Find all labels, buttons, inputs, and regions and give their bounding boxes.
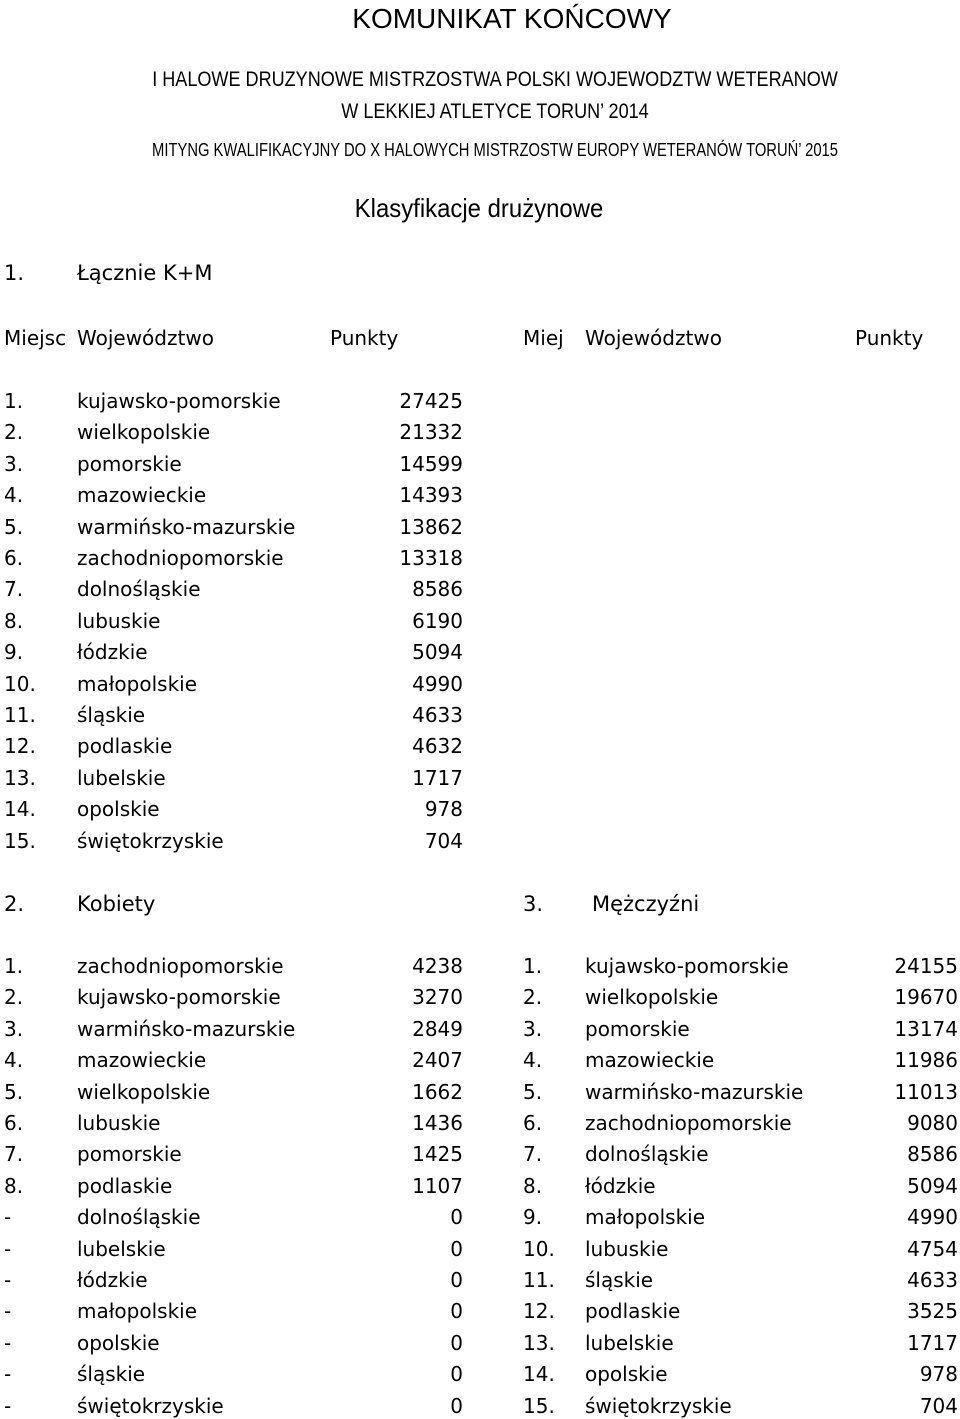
women-points: 4238 — [412, 954, 463, 978]
men-region: śląskie — [585, 1268, 654, 1292]
men-points: 11986 — [894, 1048, 958, 1073]
men-place: 14. — [523, 1362, 555, 1387]
men-region: podlaskie — [585, 1299, 681, 1324]
combined-region: warmińsko-mazurskie — [77, 514, 296, 539]
women-place: 2. — [4, 985, 24, 1010]
combined-region: zachodniopomorskie — [77, 546, 284, 570]
men-number: 3. — [523, 892, 544, 916]
header-points-right: Punkty — [855, 326, 924, 350]
women-points: 0 — [450, 1236, 463, 1261]
women-region: zachodniopomorskie — [77, 954, 284, 978]
qualifier-heading: MITYNG KWALIFIKACYJNY DO X HALOWYCH MISTRZOSTW EUROPY WETERANÓW TORUŃ’ 2015 — [152, 140, 838, 160]
men-place: 2. — [523, 985, 543, 1010]
combined-place: 11. — [4, 703, 36, 727]
women-place: 3. — [4, 1016, 24, 1041]
men-points: 24155 — [894, 954, 958, 978]
men-title: Mężczyźni — [592, 892, 700, 916]
combined-region: pomorskie — [77, 451, 182, 476]
combined-region: świętokrzyskie — [77, 828, 224, 853]
combined-region: lubelskie — [77, 765, 166, 790]
combined-place: 13. — [4, 765, 36, 790]
women-region: podlaskie — [77, 1173, 173, 1198]
men-place: 9. — [523, 1205, 543, 1230]
men-place: 11. — [523, 1268, 555, 1292]
men-region: kujawsko-pomorskie — [585, 954, 789, 978]
combined-title: Łącznie K+M — [77, 261, 213, 285]
combined-region: małopolskie — [77, 671, 198, 696]
combined-points: 8586 — [412, 577, 463, 602]
women-place: - — [4, 1205, 12, 1230]
women-place: 6. — [4, 1111, 24, 1135]
combined-region: śląskie — [77, 703, 146, 727]
men-points: 11013 — [894, 1079, 958, 1104]
women-place: 5. — [4, 1079, 24, 1104]
men-place: 5. — [523, 1079, 543, 1104]
men-region: łódzkie — [585, 1173, 656, 1198]
women-region: małopolskie — [77, 1299, 198, 1324]
women-place: - — [4, 1236, 12, 1261]
men-place: 12. — [523, 1299, 555, 1324]
combined-points: 4633 — [412, 703, 463, 727]
women-place: 1. — [4, 954, 24, 978]
women-region: mazowieckie — [77, 1048, 207, 1073]
women-points: 3270 — [412, 985, 463, 1010]
women-place: - — [4, 1299, 12, 1324]
men-place: 10. — [523, 1236, 555, 1261]
combined-points: 14599 — [399, 451, 463, 476]
women-region: wielkopolskie — [77, 1079, 211, 1104]
women-place: - — [4, 1330, 12, 1355]
men-place: 6. — [523, 1111, 543, 1135]
men-points: 13174 — [894, 1016, 958, 1041]
women-place: 7. — [4, 1142, 24, 1167]
men-region: wielkopolskie — [585, 985, 719, 1010]
women-region: świętokrzyskie — [77, 1393, 224, 1418]
combined-place: 7. — [4, 577, 24, 602]
combined-place: 14. — [4, 797, 36, 822]
combined-points: 27425 — [399, 389, 463, 413]
women-points: 1107 — [412, 1173, 463, 1198]
combined-points: 13862 — [399, 514, 463, 539]
men-region: dolnośląskie — [585, 1142, 709, 1167]
men-points: 3525 — [907, 1299, 958, 1324]
combined-region: wielkopolskie — [77, 420, 211, 445]
women-region: opolskie — [77, 1330, 160, 1355]
women-points: 0 — [450, 1362, 463, 1387]
men-points: 978 — [919, 1362, 958, 1387]
women-points: 1436 — [412, 1111, 463, 1135]
combined-place: 3. — [4, 451, 24, 476]
combined-points: 5094 — [412, 640, 463, 665]
women-points: 0 — [450, 1393, 463, 1418]
women-region: warmińsko-mazurskie — [77, 1016, 296, 1041]
women-number: 2. — [4, 892, 25, 916]
combined-region: podlaskie — [77, 734, 173, 759]
men-points: 704 — [919, 1393, 958, 1418]
document-title: KOMUNIKAT KOŃCOWY — [352, 3, 672, 34]
header-region-right: Województwo — [585, 326, 722, 350]
header-points: Punkty — [330, 326, 399, 350]
combined-region: mazowieckie — [77, 483, 207, 508]
combined-place: 2. — [4, 420, 24, 445]
event-heading: I HALOWE DRUZYNOWE MISTRZOSTWA POLSKI WOJEWODZTW WETERANOW — [152, 68, 838, 91]
combined-region: dolnośląskie — [77, 577, 201, 602]
combined-place: 4. — [4, 483, 24, 508]
women-points: 0 — [450, 1330, 463, 1355]
combined-region: opolskie — [77, 797, 160, 822]
men-place: 13. — [523, 1330, 555, 1355]
men-region: lubuskie — [585, 1236, 669, 1261]
men-place: 1. — [523, 954, 543, 978]
women-place: 8. — [4, 1173, 24, 1198]
combined-points: 1717 — [412, 765, 463, 790]
men-points: 4754 — [907, 1236, 958, 1261]
women-region: pomorskie — [77, 1142, 182, 1167]
women-points: 2407 — [412, 1048, 463, 1073]
women-points: 0 — [450, 1205, 463, 1230]
women-region: łódzkie — [77, 1268, 148, 1292]
women-place: - — [4, 1393, 12, 1418]
combined-place: 1. — [4, 389, 24, 413]
women-region: kujawsko-pomorskie — [77, 985, 281, 1010]
men-region: warmińsko-mazurskie — [585, 1079, 804, 1104]
women-points: 1425 — [412, 1142, 463, 1167]
header-region: Województwo — [77, 326, 214, 350]
header-place: Miejsc — [4, 326, 67, 350]
combined-points: 978 — [424, 797, 463, 822]
women-place: - — [4, 1362, 12, 1387]
combined-points: 704 — [424, 828, 463, 853]
men-place: 4. — [523, 1048, 543, 1073]
men-points: 5094 — [907, 1173, 958, 1198]
combined-place: 15. — [4, 828, 36, 853]
combined-region: kujawsko-pomorskie — [77, 389, 281, 413]
men-points: 4633 — [907, 1268, 958, 1292]
combined-place: 12. — [4, 734, 36, 759]
combined-region: łódzkie — [77, 640, 148, 665]
women-points: 2849 — [412, 1016, 463, 1041]
men-region: mazowieckie — [585, 1048, 715, 1073]
section-title: Klasyfikacje drużynowe — [354, 193, 604, 223]
men-region: pomorskie — [585, 1016, 690, 1041]
men-place: 15. — [523, 1393, 555, 1418]
women-place: - — [4, 1268, 12, 1292]
women-place: 4. — [4, 1048, 24, 1073]
combined-points: 4990 — [412, 671, 463, 696]
women-region: lubuskie — [77, 1111, 161, 1135]
combined-place: 5. — [4, 514, 24, 539]
combined-number: 1. — [4, 261, 25, 285]
women-region: lubelskie — [77, 1236, 166, 1261]
men-region: zachodniopomorskie — [585, 1111, 792, 1135]
men-place: 3. — [523, 1016, 543, 1041]
combined-points: 4632 — [412, 734, 463, 759]
women-region: śląskie — [77, 1362, 146, 1387]
men-region: opolskie — [585, 1362, 668, 1387]
men-region: lubelskie — [585, 1330, 674, 1355]
event-subheading: W LEKKIEJ ATLETYCE TORUN’ 2014 — [341, 100, 649, 123]
combined-place: 8. — [4, 608, 24, 633]
combined-place: 10. — [4, 671, 36, 696]
combined-points: 13318 — [399, 546, 463, 570]
men-points: 19670 — [894, 985, 958, 1010]
women-points: 0 — [450, 1268, 463, 1292]
women-points: 1662 — [412, 1079, 463, 1104]
men-region: świętokrzyskie — [585, 1393, 732, 1418]
men-points: 8586 — [907, 1142, 958, 1167]
combined-region: lubuskie — [77, 608, 161, 633]
men-region: małopolskie — [585, 1205, 706, 1230]
women-points: 0 — [450, 1299, 463, 1324]
combined-points: 21332 — [399, 420, 463, 445]
men-place: 7. — [523, 1142, 543, 1167]
combined-place: 9. — [4, 640, 24, 665]
men-place: 8. — [523, 1173, 543, 1198]
men-points: 1717 — [907, 1330, 958, 1355]
header-place-right: Miej — [523, 326, 564, 350]
combined-place: 6. — [4, 546, 24, 570]
women-title: Kobiety — [77, 892, 156, 916]
combined-points: 6190 — [412, 608, 463, 633]
men-points: 4990 — [907, 1205, 958, 1230]
women-region: dolnośląskie — [77, 1205, 201, 1230]
combined-points: 14393 — [399, 483, 463, 508]
men-points: 9080 — [907, 1111, 958, 1135]
